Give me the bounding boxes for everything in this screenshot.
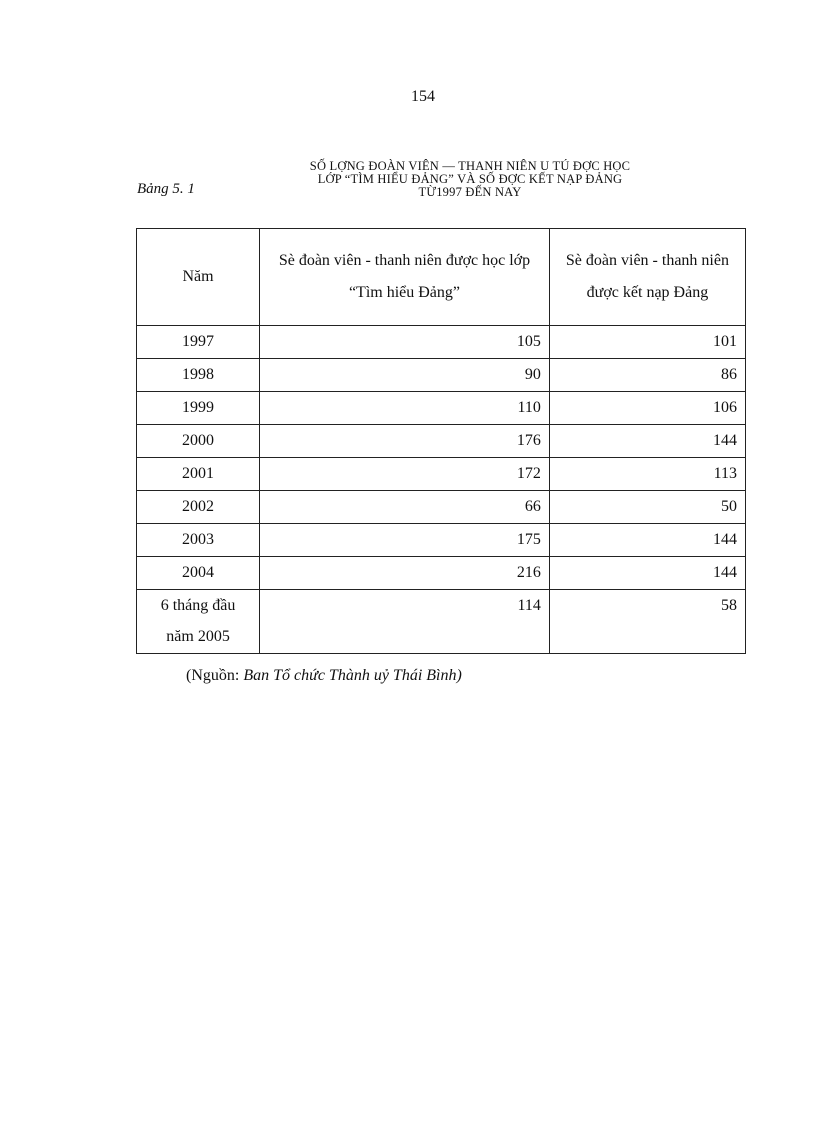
header-year: Năm: [137, 229, 260, 326]
data-table: [136, 228, 746, 654]
table-row: [137, 524, 746, 557]
ket-nap-cell: 101: [549, 326, 745, 359]
ket-nap-cell: 106: [549, 392, 745, 425]
hoc-lop-cell: 172: [260, 458, 550, 491]
source-label: (Nguồn:: [186, 667, 244, 684]
ket-nap-cell: 113: [549, 458, 745, 491]
source-text: Ban Tổ chức Thành uỷ Thái Bình): [243, 667, 462, 684]
year-cell: 2002: [137, 491, 260, 524]
page-number: 154: [411, 88, 435, 105]
table-row: [137, 359, 746, 392]
hoc-lop-cell: 66: [260, 491, 550, 524]
ket-nap-cell: 144: [549, 425, 745, 458]
title-line: LỚP “TÌM HIỂU ĐẢNG” VÀ SỐ ĐỢC KẾT NẠP ĐẢNG: [317, 172, 623, 186]
year-cell: 2003: [137, 524, 260, 557]
ket-nap-cell: 58: [549, 590, 745, 654]
hoc-lop-cell: 110: [260, 392, 550, 425]
header-row: [137, 229, 746, 326]
table-row: [137, 557, 746, 590]
table-title: [230, 160, 710, 199]
year-cell: 1998: [137, 359, 260, 392]
year-cell: 2001: [137, 458, 260, 491]
table-row: [137, 458, 746, 491]
header-ket-nap: Sè đoàn viên - thanh niên được kết nạp Đảng: [549, 229, 745, 326]
year-cell: 2004: [137, 557, 260, 590]
table-row: [137, 326, 746, 359]
year-cell: 6 tháng đầu năm 2005: [137, 590, 260, 654]
table-row: [137, 392, 746, 425]
header-hoc-lop: Sè đoàn viên - thanh niên được học lớp “Tìm hiểu Đảng”: [260, 229, 550, 326]
table-row: [137, 425, 746, 458]
hoc-lop-cell: 176: [260, 425, 550, 458]
hoc-lop-cell: 114: [260, 590, 550, 654]
ket-nap-cell: 86: [549, 359, 745, 392]
ket-nap-cell: 144: [549, 524, 745, 557]
year-cell: 1997: [137, 326, 260, 359]
year-cell: 1999: [137, 392, 260, 425]
hoc-lop-cell: 175: [260, 524, 550, 557]
table-row: [137, 491, 746, 524]
hoc-lop-cell: 90: [260, 359, 550, 392]
source-note: [186, 667, 462, 685]
ket-nap-cell: 50: [549, 491, 745, 524]
table-row: [137, 590, 746, 654]
title-line: SỐ LỢNG ĐOÀN VIÊN — THANH NIÊN U TÚ ĐỢC HỌC: [309, 159, 631, 173]
hoc-lop-cell: 216: [260, 557, 550, 590]
ket-nap-cell: 144: [549, 557, 745, 590]
year-cell: 2000: [137, 425, 260, 458]
title-line: TỪ1997 ĐẾN NAY: [418, 185, 522, 199]
hoc-lop-cell: 105: [260, 326, 550, 359]
table-caption: Bảng 5. 1: [137, 181, 195, 197]
